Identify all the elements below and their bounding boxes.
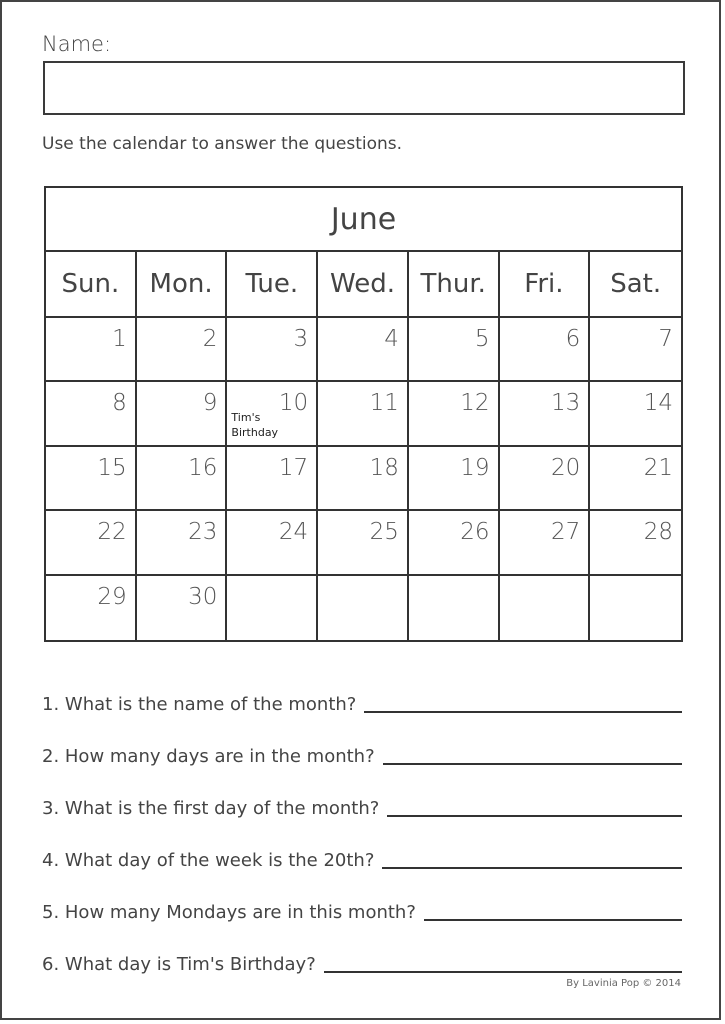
calendar-day-cell <box>46 382 137 446</box>
answer-line[interactable] <box>387 815 682 817</box>
credit-text: By Lavinia Pop © 2014 <box>566 978 681 989</box>
day-number: 14 <box>643 390 673 417</box>
calendar-day-cell <box>409 447 500 511</box>
calendar-day-cell <box>500 382 591 446</box>
weekday-header-cell: Fri. <box>500 252 591 316</box>
day-number: 19 <box>460 454 490 481</box>
calendar-day-cell <box>409 382 500 446</box>
calendar-day-cell <box>500 447 591 511</box>
calendar-day-cell <box>318 318 409 382</box>
day-number: 10 <box>278 390 309 417</box>
question-text: 3. What is the first day of the month? <box>42 798 380 819</box>
weekday-header-cell: Tue. <box>227 252 318 316</box>
day-number: 13 <box>551 390 581 417</box>
calendar-day-cell <box>46 318 137 382</box>
calendar-weekday-header <box>46 252 681 318</box>
calendar <box>44 186 683 642</box>
weekday-header-cell: Wed. <box>318 252 409 316</box>
day-number: 16 <box>188 454 218 481</box>
calendar-day-cell <box>227 318 318 382</box>
question-row <box>42 926 682 978</box>
day-number: 17 <box>278 454 309 481</box>
day-number: 3 <box>293 326 309 352</box>
calendar-day-cell <box>318 511 409 575</box>
calendar-day-cell <box>227 447 318 511</box>
question-row <box>42 874 682 926</box>
weekday-header-cell: Sun. <box>46 252 137 316</box>
day-event-note: Tim's Birthday <box>231 411 279 440</box>
calendar-day-cell <box>590 576 681 640</box>
calendar-day-cell <box>590 318 681 382</box>
calendar-day-cell <box>318 382 409 446</box>
calendar-day-cell <box>409 318 500 382</box>
instructions-text: Use the calendar to answer the questions. <box>42 134 403 154</box>
day-number: 2 <box>202 326 218 352</box>
question-text: 5. How many Mondays are in this month? <box>42 902 416 923</box>
day-number: 18 <box>369 454 399 481</box>
question-text: 6. What day is Tim's Birthday? <box>42 954 316 975</box>
day-number: 7 <box>658 326 673 352</box>
day-number: 8 <box>112 390 127 417</box>
weekday-header-cell: Mon. <box>137 252 228 316</box>
day-number: 6 <box>565 326 581 352</box>
calendar-day-cell <box>590 511 681 575</box>
day-number: 30 <box>188 583 218 610</box>
calendar-day-cell <box>46 511 137 575</box>
calendar-day-cell <box>137 382 228 446</box>
calendar-day-cell <box>227 511 318 575</box>
day-number: 12 <box>460 390 490 417</box>
question-text: 4. What day of the week is the 20th? <box>42 850 375 871</box>
day-number: 11 <box>369 390 399 417</box>
calendar-month-title: June <box>46 188 681 252</box>
day-number: 9 <box>202 390 218 417</box>
day-number: 25 <box>369 519 399 546</box>
question-row <box>42 770 682 822</box>
day-number: 15 <box>97 454 127 481</box>
day-number: 5 <box>474 326 490 352</box>
calendar-day-cell <box>227 576 318 640</box>
answer-line[interactable] <box>383 763 682 765</box>
calendar-day-cell <box>409 576 500 640</box>
day-number: 23 <box>188 519 218 546</box>
calendar-day-grid <box>46 318 681 640</box>
day-number: 24 <box>278 519 309 546</box>
calendar-day-cell <box>500 576 591 640</box>
question-text: 2. How many days are in the month? <box>42 746 375 767</box>
calendar-day-cell <box>137 447 228 511</box>
questions-list <box>42 666 682 978</box>
weekday-header-cell: Sat. <box>610 269 662 299</box>
calendar-day-cell <box>137 576 228 640</box>
calendar-day-cell <box>409 511 500 575</box>
day-number: 29 <box>97 583 127 610</box>
day-number: 4 <box>384 326 399 352</box>
answer-line[interactable] <box>424 919 682 921</box>
calendar-day-cell <box>500 318 591 382</box>
name-input-box[interactable] <box>43 61 685 115</box>
calendar-day-cell <box>46 576 137 640</box>
question-row <box>42 718 682 770</box>
question-row <box>42 822 682 874</box>
calendar-day-cell <box>227 382 318 446</box>
answer-line[interactable] <box>382 867 682 869</box>
day-number: 1 <box>112 326 127 352</box>
question-text: 1. What is the name of the month? <box>42 694 357 715</box>
calendar-day-cell <box>46 447 137 511</box>
day-number: 21 <box>643 454 673 481</box>
day-number: 22 <box>97 519 127 546</box>
day-number: 27 <box>551 519 581 546</box>
day-number: 20 <box>551 454 581 481</box>
question-row <box>42 666 682 718</box>
calendar-day-cell <box>137 511 228 575</box>
calendar-day-cell <box>500 511 591 575</box>
name-label: Name: <box>42 32 112 56</box>
weekday-header-cell: Thur. <box>409 252 500 316</box>
calendar-day-cell <box>318 447 409 511</box>
calendar-day-cell <box>318 576 409 640</box>
answer-line[interactable] <box>324 971 682 973</box>
calendar-day-cell <box>590 382 681 446</box>
day-number: 28 <box>643 519 673 546</box>
calendar-day-cell <box>590 447 681 511</box>
day-number: 26 <box>460 519 490 546</box>
answer-line[interactable] <box>364 711 682 713</box>
calendar-day-cell <box>137 318 228 382</box>
